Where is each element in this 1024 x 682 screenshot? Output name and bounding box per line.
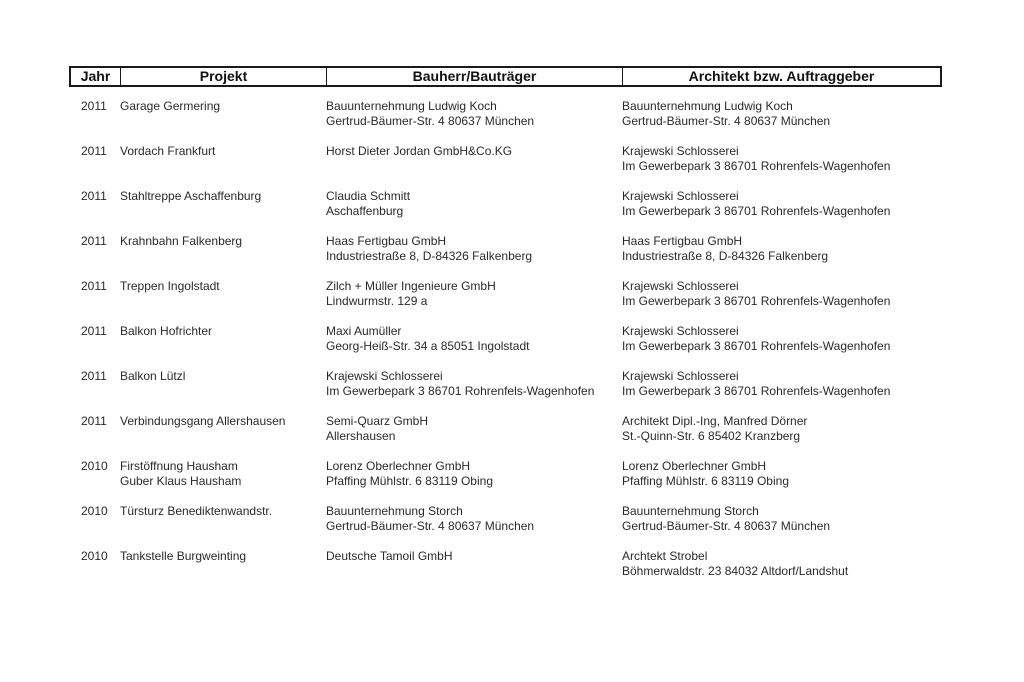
bauherr-cell <box>326 144 512 159</box>
bauherr-cell-line: Pfaffing Mühlstr. 6 83119 Obing <box>326 474 493 488</box>
architekt-cell-line: Architekt Dipl.-Ing, Manfred Dörner <box>622 414 808 428</box>
project-cell <box>120 189 261 204</box>
architekt-cell-line: Im Gewerbepark 3 86701 Rohrenfels-Wagenhofen <box>622 294 891 308</box>
year-cell <box>81 459 108 474</box>
bauherr-cell-line: Horst Dieter Jordan GmbH&Co.KG <box>326 144 513 158</box>
header-bauherr: Bauherr/Bauträger <box>326 68 622 85</box>
architekt-cell <box>622 189 890 219</box>
project-cell <box>120 99 220 114</box>
bauherr-cell <box>326 459 493 489</box>
architekt-cell <box>622 324 890 354</box>
architekt-cell <box>622 99 830 129</box>
project-cell <box>120 144 215 159</box>
table-row <box>0 279 1024 324</box>
architekt-cell-line: Krajewski Schlosserei <box>622 324 739 338</box>
architekt-cell-line: Industriestraße 8, D-84326 Falkenberg <box>622 249 829 263</box>
header-jahr: Jahr <box>80 68 111 84</box>
architekt-cell-line: Gertrud-Bäumer-Str. 4 80637 München <box>622 519 831 533</box>
bauherr-cell-line: Lindwurmstr. 129 a <box>326 294 428 308</box>
bauherr-cell-line: Maxi Aumüller <box>326 324 402 338</box>
bauherr-cell-line: Zilch + Müller Ingenieure GmbH <box>326 279 496 293</box>
bauherr-cell-line: Gertrud-Bäumer-Str. 4 80637 München <box>326 114 535 128</box>
bauherr-cell-line: Gertrud-Bäumer-Str. 4 80637 München <box>326 519 535 533</box>
header-architekt: Architekt bzw. Auftraggeber <box>622 68 940 85</box>
project-cell-line: Guber Klaus Hausham <box>120 474 242 488</box>
year-cell-line: 2010 <box>81 504 108 518</box>
year-cell <box>81 144 107 159</box>
architekt-cell-line: Haas Fertigbau GmbH <box>622 234 743 248</box>
architekt-cell <box>622 414 807 444</box>
project-cell-line: Balkon Hofrichter <box>120 324 213 338</box>
project-list <box>0 99 1024 594</box>
bauherr-cell <box>326 234 532 264</box>
bauherr-cell <box>326 414 428 444</box>
bauherr-cell-line: Deutsche Tamoil GmbH <box>326 549 453 563</box>
project-cell-line: Tankstelle Burgweinting <box>120 549 247 563</box>
project-cell-line: Verbindungsgang Allershausen <box>120 414 286 428</box>
bauherr-cell-line: Krajewski Schlosserei <box>326 369 443 383</box>
project-cell-line: Treppen Ingolstadt <box>120 279 220 293</box>
architekt-cell <box>622 549 848 579</box>
architekt-cell-line: Bauunternehmung Storch <box>622 504 759 518</box>
architekt-cell-line: Im Gewerbepark 3 86701 Rohrenfels-Wagenhofen <box>622 159 891 173</box>
architekt-cell <box>622 504 830 534</box>
bauherr-cell-line: Lorenz Oberlechner GmbH <box>326 459 471 473</box>
bauherr-cell-line: Aschaffenburg <box>326 204 404 218</box>
year-cell-line: 2011 <box>81 369 107 383</box>
project-cell-line: Garage Germering <box>120 99 221 113</box>
year-cell <box>81 189 107 204</box>
bauherr-cell-line: Bauunternehmung Storch <box>326 504 463 518</box>
architekt-cell-line: Pfaffing Mühlstr. 6 83119 Obing <box>622 474 789 488</box>
architekt-cell-line: Krajewski Schlosserei <box>622 369 739 383</box>
year-cell <box>81 279 107 294</box>
year-cell <box>81 504 108 519</box>
table-row <box>0 414 1024 459</box>
year-cell-line: 2011 <box>81 324 107 338</box>
architekt-cell-line: Im Gewerbepark 3 86701 Rohrenfels-Wagenhofen <box>622 384 891 398</box>
architekt-cell-line: St.-Quinn-Str. 6 85402 Kranzberg <box>622 429 801 443</box>
project-cell <box>120 279 220 294</box>
architekt-cell <box>622 144 890 174</box>
year-cell-line: 2011 <box>81 414 107 428</box>
year-cell-line: 2010 <box>81 459 108 473</box>
project-cell <box>120 504 272 519</box>
project-cell <box>120 369 185 384</box>
project-cell-line: Stahltreppe Aschaffenburg <box>120 189 262 203</box>
year-cell-line: 2011 <box>81 234 107 248</box>
table-row <box>0 504 1024 549</box>
bauherr-cell-line: Bauunternehmung Ludwig Koch <box>326 99 497 113</box>
year-cell <box>81 414 107 429</box>
project-cell <box>120 414 285 429</box>
bauherr-cell-line: Claudia Schmitt <box>326 189 411 203</box>
table-header <box>69 66 942 87</box>
architekt-cell-line: Krajewski Schlosserei <box>622 189 739 203</box>
project-cell <box>120 549 246 564</box>
year-cell-line: 2010 <box>81 549 108 563</box>
year-cell-line: 2011 <box>81 144 107 158</box>
architekt-cell-line: Bauunternehmung Ludwig Koch <box>622 99 793 113</box>
architekt-cell <box>622 279 890 309</box>
table-row <box>0 369 1024 414</box>
bauherr-cell <box>326 369 594 399</box>
header-projekt: Projekt <box>120 68 326 85</box>
bauherr-cell <box>326 504 534 534</box>
table-row <box>0 144 1024 189</box>
bauherr-cell-line: Georg-Heiß-Str. 34 a 85051 Ingolstadt <box>326 339 530 353</box>
bauherr-cell <box>326 189 410 219</box>
architekt-cell-line: Lorenz Oberlechner GmbH <box>622 459 767 473</box>
year-cell <box>81 324 107 339</box>
year-cell <box>81 234 107 249</box>
bauherr-cell-line: Haas Fertigbau GmbH <box>326 234 447 248</box>
project-cell-line: Vordach Frankfurt <box>120 144 216 158</box>
year-cell-line: 2011 <box>81 279 107 293</box>
project-cell-line: Firstöffnung Hausham <box>120 459 238 473</box>
architekt-cell-line: Archtekt Strobel <box>622 549 708 563</box>
year-cell <box>81 549 108 564</box>
bauherr-cell-line: Industriestraße 8, D-84326 Falkenberg <box>326 249 533 263</box>
table-row <box>0 234 1024 279</box>
table-row <box>0 324 1024 369</box>
project-cell-line: Balkon Lützl <box>120 369 186 383</box>
bauherr-cell <box>326 279 496 309</box>
architekt-cell <box>622 459 789 489</box>
project-cell <box>120 234 242 249</box>
bauherr-cell <box>326 324 529 354</box>
bauherr-cell-line: Im Gewerbepark 3 86701 Rohrenfels-Wagenhofen <box>326 384 595 398</box>
year-cell-line: 2011 <box>81 189 107 203</box>
table-row <box>0 549 1024 594</box>
table-row <box>0 99 1024 144</box>
architekt-cell <box>622 369 890 399</box>
project-cell-line: Türsturz Benediktenwandstr. <box>120 504 273 518</box>
table-row <box>0 189 1024 234</box>
architekt-cell-line: Im Gewerbepark 3 86701 Rohrenfels-Wagenhofen <box>622 339 891 353</box>
architekt-cell-line: Im Gewerbepark 3 86701 Rohrenfels-Wagenhofen <box>622 204 891 218</box>
bauherr-cell <box>326 99 534 129</box>
bauherr-cell-line: Allershausen <box>326 429 396 443</box>
bauherr-cell-line: Semi-Quarz GmbH <box>326 414 429 428</box>
year-cell-line: 2011 <box>81 99 107 113</box>
architekt-cell-line: Krajewski Schlosserei <box>622 279 739 293</box>
architekt-cell-line: Krajewski Schlosserei <box>622 144 739 158</box>
architekt-cell-line: Gertrud-Bäumer-Str. 4 80637 München <box>622 114 831 128</box>
bauherr-cell <box>326 549 453 564</box>
architekt-cell <box>622 234 828 264</box>
year-cell <box>81 369 107 384</box>
year-cell <box>81 99 107 114</box>
table-row <box>0 459 1024 504</box>
project-cell-line: Krahnbahn Falkenberg <box>120 234 243 248</box>
project-cell <box>120 324 212 339</box>
project-cell <box>120 459 241 489</box>
architekt-cell-line: Böhmerwaldstr. 23 84032 Altdorf/Landshut <box>622 564 849 578</box>
